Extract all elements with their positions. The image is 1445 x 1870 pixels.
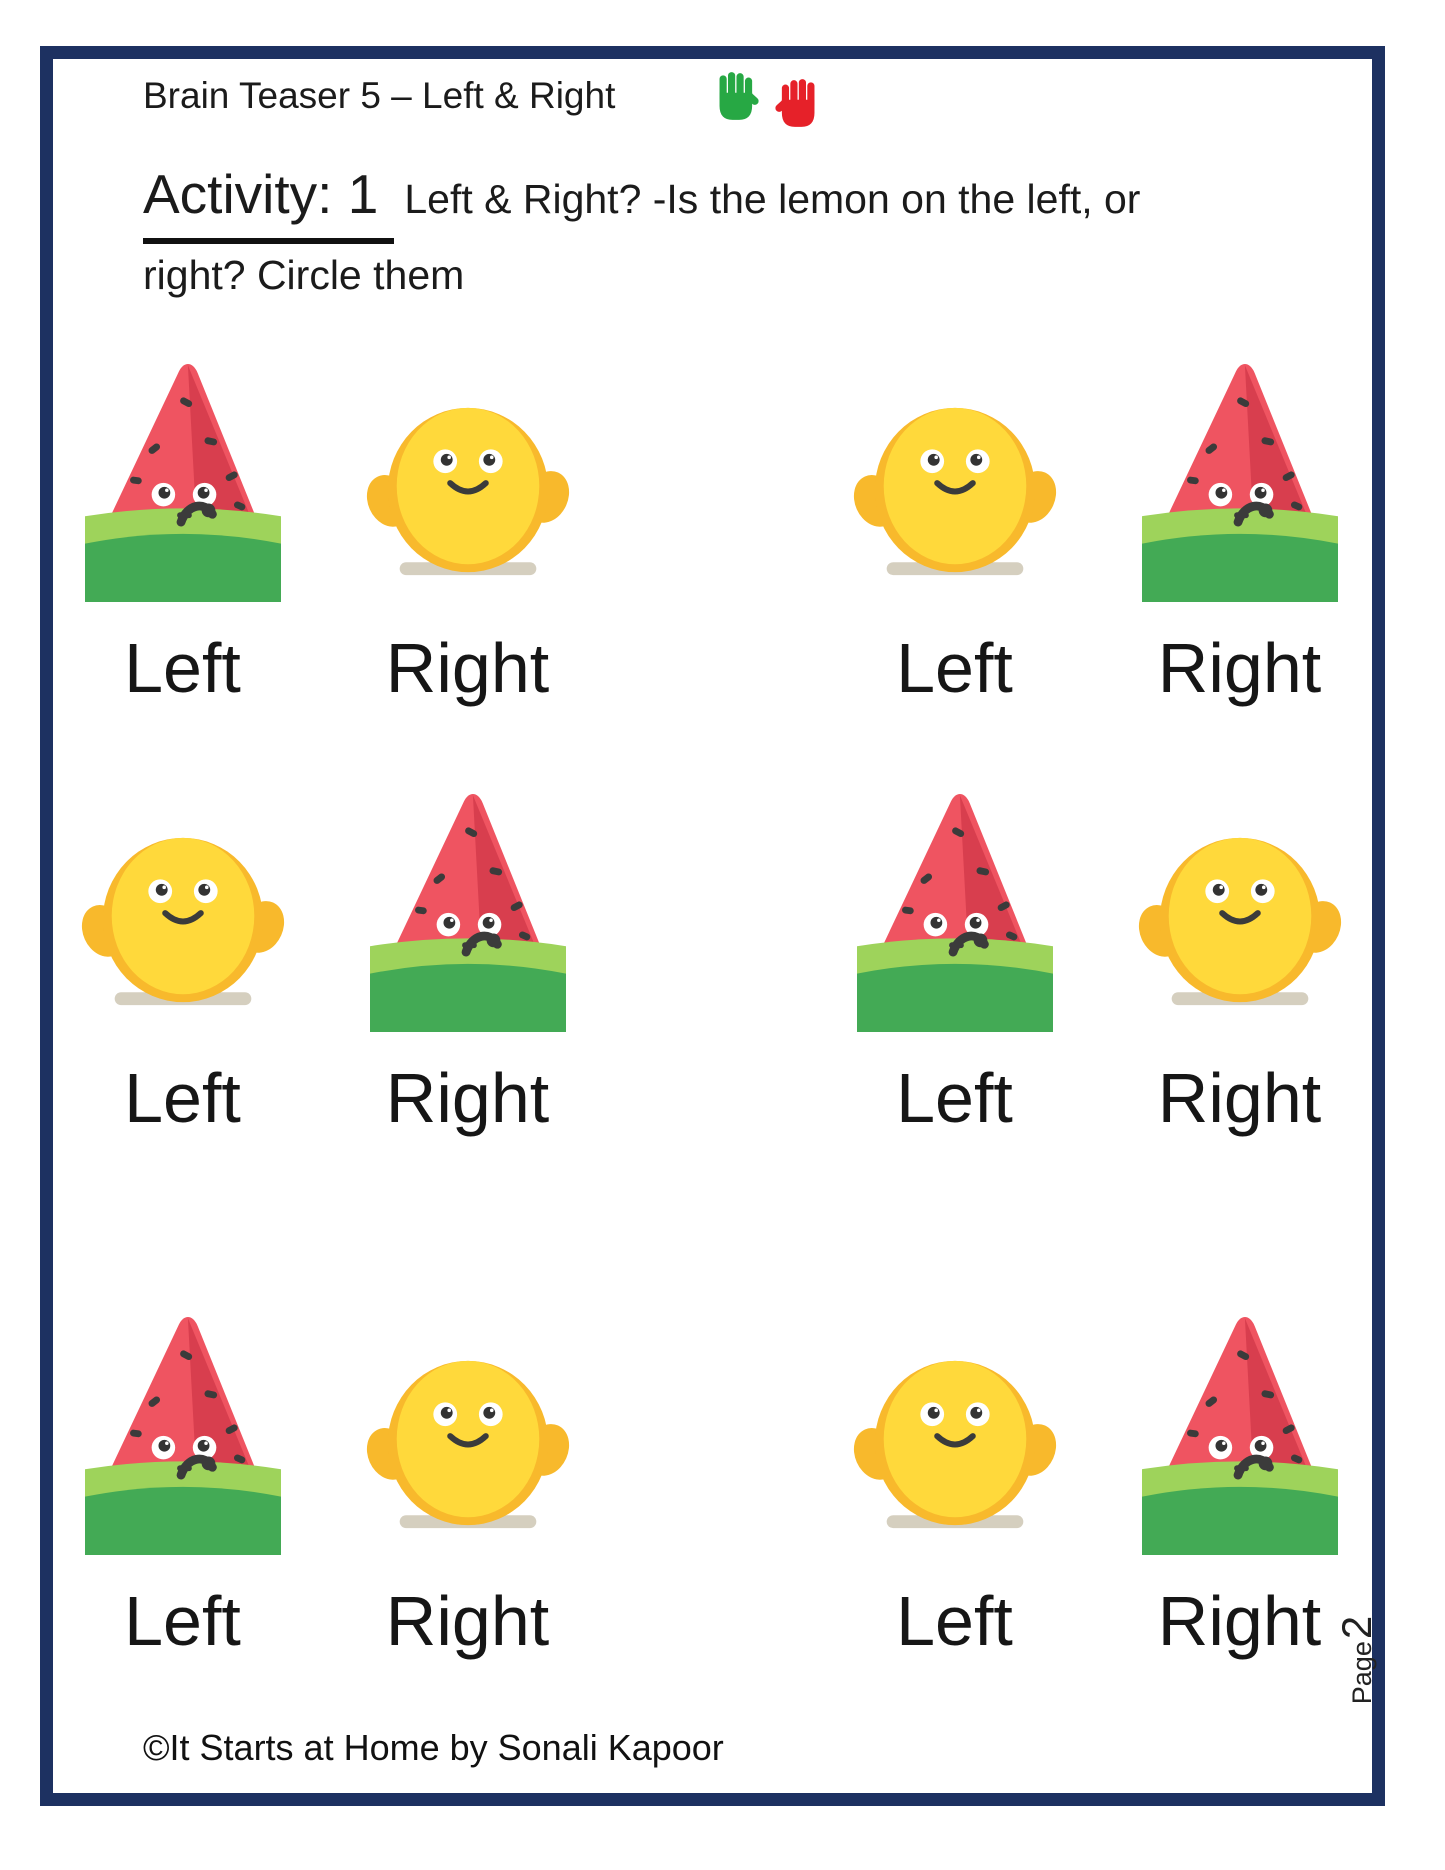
fruit-slot — [1127, 780, 1352, 1032]
fruit-slot — [355, 1303, 580, 1555]
lemon-character — [1136, 820, 1344, 1018]
fruit-slot — [355, 780, 580, 1032]
label-row — [70, 1060, 580, 1137]
fruit-slot — [1127, 350, 1352, 602]
right-label: Right — [385, 629, 550, 707]
watermelon-character — [1142, 1307, 1338, 1555]
page-number-value: 2 — [1333, 1615, 1380, 1640]
activity-heading: Activity: 1 — [143, 152, 394, 244]
lemon-character — [79, 820, 287, 1018]
lemon-character — [364, 1343, 572, 1541]
right-label: Right — [1157, 1582, 1322, 1660]
lemon-character — [851, 390, 1059, 588]
page-number — [1333, 1605, 1380, 1715]
fruit-pair — [70, 1303, 580, 1660]
label-row — [70, 1583, 580, 1660]
watermelon-character — [85, 1307, 281, 1555]
watermelon-character — [370, 784, 566, 1032]
right-label: Right — [1157, 1059, 1322, 1137]
fruit-row — [70, 780, 580, 1032]
header — [143, 68, 821, 124]
left-label: Left — [896, 629, 1013, 707]
label-row — [70, 630, 580, 707]
left-label: Left — [124, 1582, 241, 1660]
left-hand-icon — [713, 68, 763, 124]
watermelon-character — [857, 784, 1053, 1032]
activity-question-line1: Left & Right? -Is the lemon on the left, or — [404, 176, 1141, 222]
fruit-slot — [842, 1303, 1067, 1555]
activity-question-line2: right? Circle them — [143, 252, 465, 299]
fruit-pair-row — [0, 1303, 1445, 1703]
fruit-row — [842, 350, 1352, 602]
right-label: Right — [1157, 629, 1322, 707]
fruit-row — [70, 1303, 580, 1555]
lemon-character — [851, 1343, 1059, 1541]
left-label: Left — [896, 1582, 1013, 1660]
left-label: Left — [896, 1059, 1013, 1137]
fruit-pair — [842, 350, 1352, 707]
fruit-slot — [70, 350, 295, 602]
left-label: Left — [124, 1059, 241, 1137]
fruit-pair-row — [0, 780, 1445, 1180]
fruit-pair — [842, 1303, 1352, 1660]
right-label: Right — [385, 1059, 550, 1137]
fruit-row — [842, 780, 1352, 1032]
label-row — [842, 1583, 1352, 1660]
fruit-slot — [70, 780, 295, 1032]
page-title: Brain Teaser 5 – Left & Right — [143, 75, 616, 116]
hands-illustration — [713, 68, 821, 124]
fruit-pair — [70, 780, 580, 1137]
right-label: Right — [385, 1582, 550, 1660]
right-hand-icon — [771, 75, 821, 131]
fruit-pair — [70, 350, 580, 707]
fruit-slot — [842, 350, 1067, 602]
page-number-label: Page — [1347, 1641, 1377, 1705]
label-row — [842, 630, 1352, 707]
watermelon-character — [85, 354, 281, 602]
label-row — [842, 1060, 1352, 1137]
fruit-slot — [70, 1303, 295, 1555]
fruit-slot — [355, 350, 580, 602]
fruit-slot — [842, 780, 1067, 1032]
left-label: Left — [124, 629, 241, 707]
lemon-character — [364, 390, 572, 588]
fruit-slot — [1127, 1303, 1352, 1555]
fruit-pair — [842, 780, 1352, 1137]
fruit-row — [842, 1303, 1352, 1555]
fruit-row — [70, 350, 580, 602]
activity-instructions — [143, 152, 1263, 308]
watermelon-character — [1142, 354, 1338, 602]
copyright-text: ©It Starts at Home by Sonali Kapoor — [143, 1727, 724, 1768]
fruit-pair-row — [0, 350, 1445, 750]
